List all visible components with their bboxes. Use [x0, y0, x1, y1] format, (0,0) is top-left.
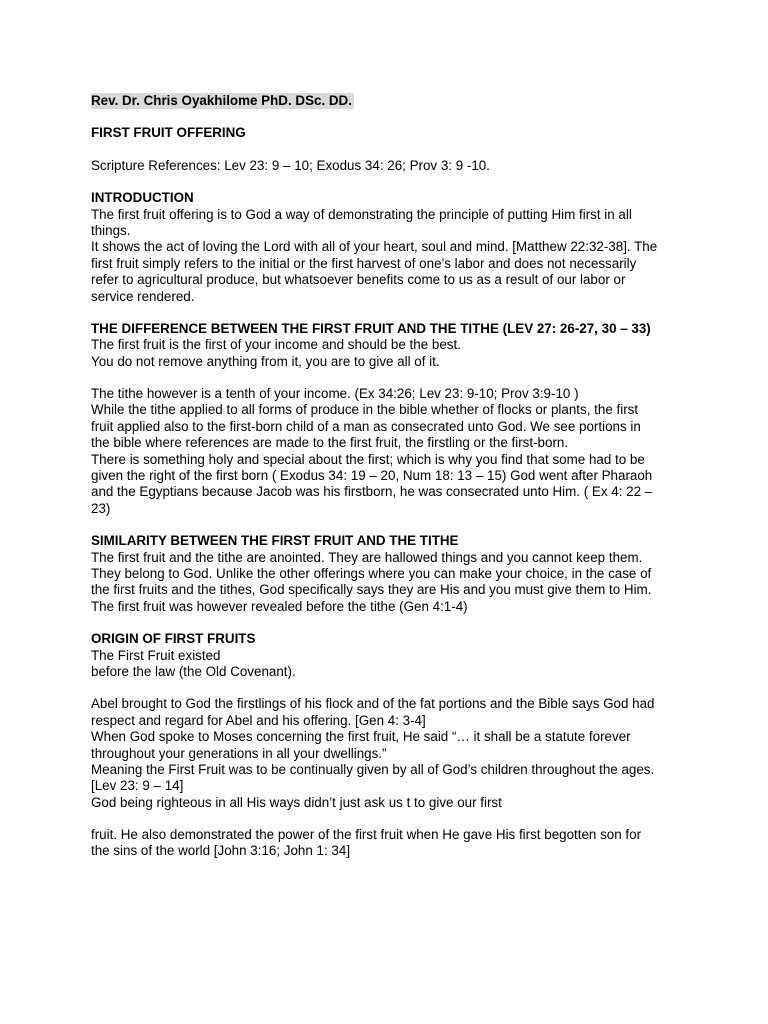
- paragraph-line: things.: [91, 222, 131, 238]
- paragraph-line: The tithe however is a tenth of your income. (Ex 34:26; Lev 23: 9-10; Prov 3:9-10 ): [91, 386, 579, 402]
- paragraph-line: given the right of the first born ( Exodus 34: 19 – 20, Num 18: 13 – 15) God went after Pharaoh: [91, 468, 653, 484]
- paragraph-line: When God spoke to Moses concerning the first fruit, He said “… it shall be a statute forever: [91, 729, 631, 745]
- paragraph-line: Abel brought to God the firstlings of his flock and of the fat portions and the Bible says God had: [91, 696, 655, 712]
- paragraph-line: the first fruits and the tithes, God specifically says they are His and you must give them to Him.: [91, 582, 652, 598]
- scripture-references: Scripture References: Lev 23: 9 – 10; Exodus 34: 26; Prov 3: 9 -10.: [91, 157, 490, 173]
- paragraph-line: Meaning the First Fruit was to be continually given by all of God’s children throughout the ages.: [91, 761, 655, 777]
- paragraph-line: The First Fruit existed: [91, 647, 221, 663]
- paragraph-line: They belong to God. Unlike the other offerings where you can make your choice, in the case of: [91, 565, 652, 581]
- section-heading-introduction: INTRODUCTION: [91, 190, 194, 206]
- paragraph-line: refer to agricultural produce, but whatsoever benefits come to us as a result of our labor or: [91, 272, 626, 288]
- paragraph-line: God being righteous in all His ways didn’t just ask us t to give our first: [91, 794, 502, 810]
- document-body: [91, 93, 691, 860]
- paragraph-line: [Lev 23: 9 – 14]: [91, 778, 184, 794]
- paragraph-line: throughout your generations in all your dwellings.”: [91, 745, 387, 761]
- paragraph-line: The first fruit was however revealed before the tithe (Gen 4:1-4): [91, 598, 468, 614]
- paragraph-line: The first fruit and the tithe are anointed. They are hallowed things and you cannot keep them.: [91, 549, 643, 565]
- paragraph-line: You do not remove anything from it, you are to give all of it.: [91, 353, 440, 369]
- paragraph-line: The first fruit is the first of your income and should be the best.: [91, 337, 461, 353]
- paragraph-line: first fruit simply refers to the initial or the first harvest of one’s labor and does not necessarily: [91, 255, 637, 271]
- section-heading-origin: ORIGIN OF FIRST FRUITS: [91, 631, 256, 647]
- author-line: [91, 93, 691, 109]
- document-title: FIRST FRUIT OFFERING: [91, 125, 246, 141]
- paragraph-line: There is something holy and special about the first; which is why you find that some had to be: [91, 451, 645, 467]
- paragraph-line: the bible where references are made to the first fruit, the firstling or the first-born.: [91, 435, 569, 451]
- paragraph-line: before the law (the Old Covenant).: [91, 663, 296, 679]
- paragraph-line: fruit. He also demonstrated the power of the first fruit when He gave His first begotten son for: [91, 827, 642, 843]
- section-heading-similarity: SIMILARITY BETWEEN THE FIRST FRUIT AND THE TITHE: [91, 533, 459, 549]
- paragraph-line: 23): [91, 500, 111, 516]
- paragraph-line: fruit applied also to the first-born child of a man as consecrated unto God. We see portions in: [91, 418, 641, 434]
- paragraph-line: The first fruit offering is to God a way of demonstrating the principle of putting Him first in all: [91, 206, 632, 222]
- section-heading-difference: THE DIFFERENCE BETWEEN THE FIRST FRUIT AND THE TITHE (LEV 27: 26-27, 30 – 33): [91, 320, 651, 336]
- paragraph-line: the sins of the world [John 3:16; John 1: 34]: [91, 843, 351, 859]
- paragraph-line: respect and regard for Abel and his offering. [Gen 4: 3-4]: [91, 712, 426, 728]
- paragraph-line: service rendered.: [91, 288, 195, 304]
- paragraph-line: and the Egyptians because Jacob was his firstborn, he was consecrated unto Him. ( Ex 4: 22 –: [91, 484, 653, 500]
- paragraph-line: It shows the act of loving the Lord with all of your heart, soul and mind. [Matthew 22:32-38]. The: [91, 239, 658, 255]
- paragraph-line: While the tithe applied to all forms of produce in the bible whether of flocks or plants, the first: [91, 402, 639, 418]
- author-highlight: Rev. Dr. Chris Oyakhilome PhD. DSc. DD.: [91, 93, 352, 108]
